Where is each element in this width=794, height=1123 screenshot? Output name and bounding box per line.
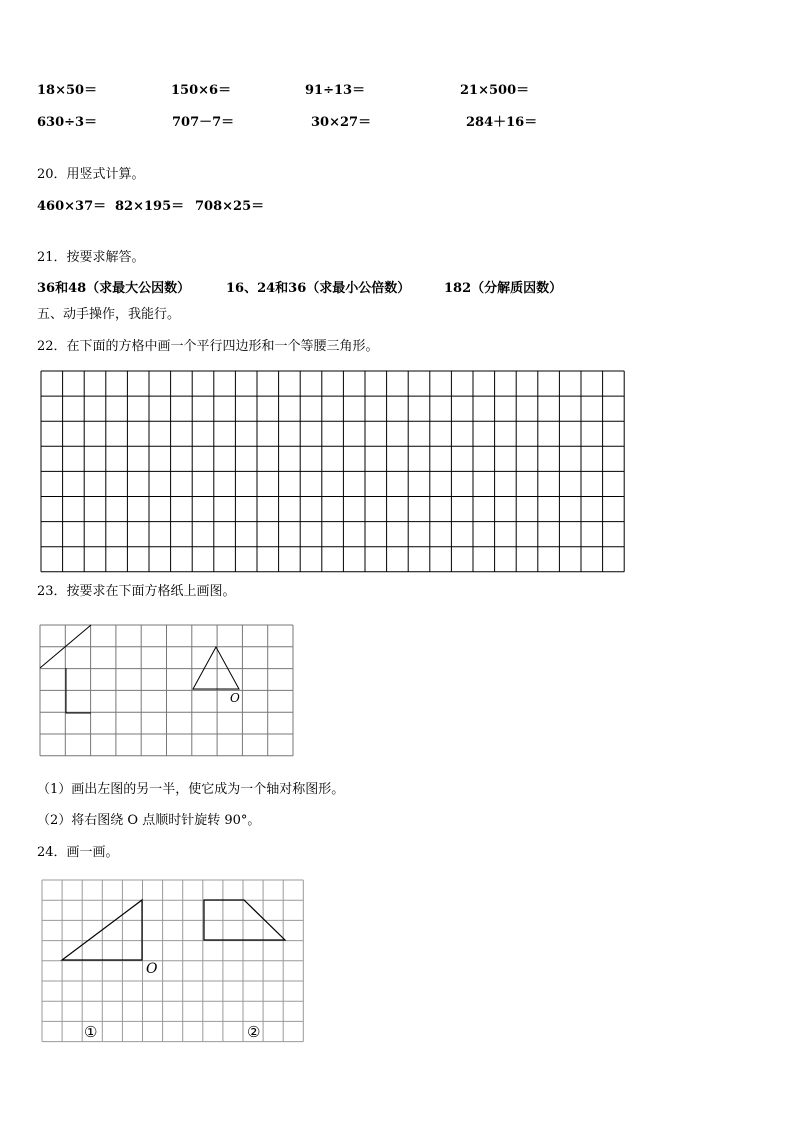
question-title: 24．画一画。 — [37, 845, 119, 860]
task-item: 36和48（求最大公因数） — [37, 281, 191, 296]
calc-item: 150×6＝ — [171, 83, 232, 98]
question-title: 22．在下面的方格中画一个平行四边形和一个等腰三角形。 — [37, 339, 379, 354]
calc-item: 707－7＝ — [172, 115, 235, 130]
calc-item: 18×50＝ — [37, 83, 98, 98]
drawing-grid-23 — [38, 623, 296, 759]
triangle-figure — [193, 647, 239, 689]
point-o-label: O — [230, 691, 240, 705]
task-item: 182（分解质因数） — [444, 281, 563, 296]
task-item: 16、24和36（求最小公倍数） — [226, 281, 411, 296]
question-title: 23．按要求在下面方格纸上画图。 — [37, 584, 236, 599]
figure-label: ② — [247, 1023, 261, 1041]
calc-item: 284＋16＝ — [466, 115, 538, 130]
section-title: 五、动手操作，我能行。 — [37, 307, 181, 322]
drawing-grid-24 — [40, 878, 308, 1044]
drawing-grid-22 — [40, 370, 630, 574]
subquestion: （2）将右图绕 O 点顺时针旋转 90°。 — [37, 813, 261, 828]
calc-item: 30×27＝ — [311, 115, 372, 130]
calc-item: 21×500＝ — [460, 83, 530, 98]
question-title: 20．用竖式计算。 — [37, 167, 145, 182]
question-title: 21．按要求解答。 — [37, 250, 145, 265]
calc-item: 82×195＝ — [115, 199, 185, 214]
subquestion: （1）画出左图的另一半，使它成为一个轴对称图形。 — [37, 782, 345, 797]
calc-item: 91÷13＝ — [305, 83, 366, 98]
calc-item: 708×25＝ — [195, 199, 265, 214]
point-o-label: O — [146, 961, 158, 977]
figure-label: ① — [84, 1023, 98, 1041]
calc-item: 460×37＝ — [37, 199, 107, 214]
calc-item: 630÷3＝ — [37, 115, 98, 130]
